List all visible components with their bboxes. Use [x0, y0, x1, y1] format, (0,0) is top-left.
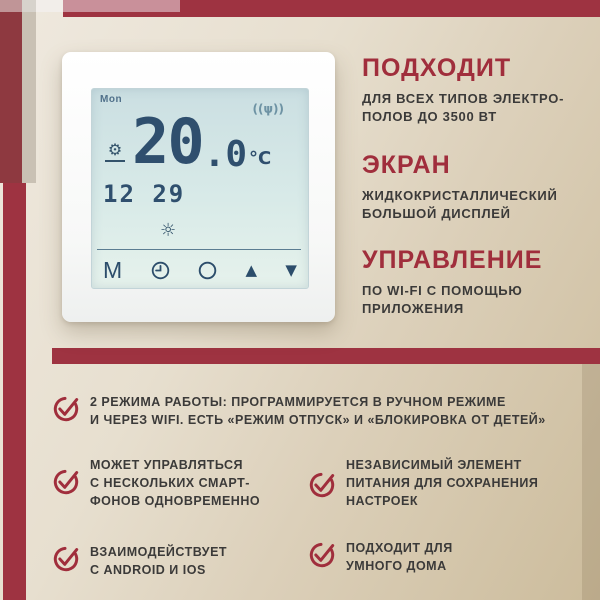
check-circle-icon — [308, 541, 336, 574]
decor-left-gray-column — [22, 12, 36, 183]
feature-text-line: ПО WI-FI С ПОМОЩЬЮ — [362, 283, 523, 298]
bullet-text-line: НАСТРОЕК — [346, 494, 418, 508]
decor-middle-red-bar — [52, 348, 600, 364]
lcd-day-label: Mon — [100, 94, 123, 105]
bullet-smart-home — [346, 539, 453, 575]
bullet-text-line: ПИТАНИЯ ДЛЯ СОХРАНЕНИЯ — [346, 476, 539, 490]
feature-section-screen — [362, 151, 598, 223]
bullet-text-line: ВЗАИМОДЕЙСТВУЕТ — [90, 545, 228, 559]
decor-top-pink-bar — [63, 0, 180, 12]
decor-left-muted-red-bar — [0, 12, 22, 183]
bullet-text-line: МОЖЕТ УПРАВЛЯТЬСЯ — [90, 458, 244, 472]
bullet-text-line: 2 РЕЖИМА РАБОТЫ: ПРОГРАММИРУЕТСЯ В РУЧНОМ РЕЖИМЕ — [90, 395, 506, 409]
lcd-clock-time: 12 29 — [103, 180, 186, 208]
bullet-text-line: ПОДХОДИТ ДЛЯ — [346, 541, 453, 555]
thermostat-button-row — [92, 254, 308, 286]
lcd-divider-line — [97, 249, 301, 250]
feature-text-line: БОЛЬШОЙ ДИСПЛЕЙ — [362, 206, 511, 221]
bullet-multi-smartphone — [90, 456, 260, 510]
feature-title: ЭКРАН — [362, 151, 451, 179]
temperature-decimal: .0 — [203, 134, 248, 175]
bullet-text-line: НЕЗАВИСИМЫЙ ЭЛЕМЕНТ — [346, 458, 522, 472]
power-button[interactable] — [198, 261, 217, 280]
check-circle-icon — [52, 545, 80, 578]
feature-title: УПРАВЛЕНИЕ — [362, 246, 543, 274]
settings-gear-icon: ⚙ — [105, 141, 125, 162]
decor-corner-pink — [0, 0, 22, 12]
temperature-unit: °C — [249, 148, 272, 169]
feature-text-line: ПОЛОВ ДО 3500 ВТ — [362, 109, 497, 124]
check-circle-icon — [52, 395, 80, 428]
feature-section-power — [362, 54, 598, 126]
check-circle-icon — [308, 471, 336, 504]
thermostat-lcd — [91, 88, 309, 289]
decor-left-red-bar — [3, 183, 26, 600]
heating-sun-icon: ☼ — [160, 220, 177, 241]
lcd-temperature — [132, 105, 272, 178]
bullet-android-ios — [90, 543, 227, 579]
wifi-signal-icon: ((ψ)) — [252, 102, 284, 116]
clock-icon — [151, 261, 170, 280]
bullet-text-line: С НЕСКОЛЬКИХ СМАРТ- — [90, 476, 250, 490]
thermostat-device — [62, 52, 335, 322]
arrow-up-button[interactable]: ▲ — [245, 260, 257, 279]
decor-corner-gray — [22, 0, 36, 12]
feature-text-line: ДЛЯ ВСЕХ ТИПОВ ЭЛЕКТРО- — [362, 91, 565, 106]
feature-section-control — [362, 246, 598, 318]
feature-title: ПОДХОДИТ — [362, 54, 512, 82]
bullet-battery-backup — [346, 456, 538, 510]
decor-corner-white — [36, 0, 63, 12]
bullet-text-line: И ЧЕРЕЗ WIFI. ЕСТЬ «РЕЖИМ ОТПУСК» И «БЛОКИРОВКА ОТ ДЕТЕЙ» — [90, 413, 546, 427]
temperature-integer: 20 — [132, 105, 203, 178]
arrow-down-button[interactable]: ▼ — [285, 260, 297, 279]
circle-icon — [198, 261, 217, 280]
clock-button[interactable] — [151, 261, 170, 280]
decor-right-dark-strip — [582, 364, 600, 600]
bullet-text-line: С ANDROID И IOS — [90, 563, 206, 577]
bullet-modes — [90, 393, 546, 429]
mode-button[interactable]: M — [103, 256, 123, 283]
feature-text-line: ЖИДКОКРИСТАЛЛИЧЕСКИЙ — [362, 188, 558, 203]
bullet-text-line: ФОНОВ ОДНОВРЕМЕННО — [90, 494, 261, 508]
feature-text-line: ПРИЛОЖЕНИЯ — [362, 301, 464, 316]
check-circle-icon — [52, 468, 80, 501]
bullet-text-line: УМНОГО ДОМА — [346, 559, 447, 573]
